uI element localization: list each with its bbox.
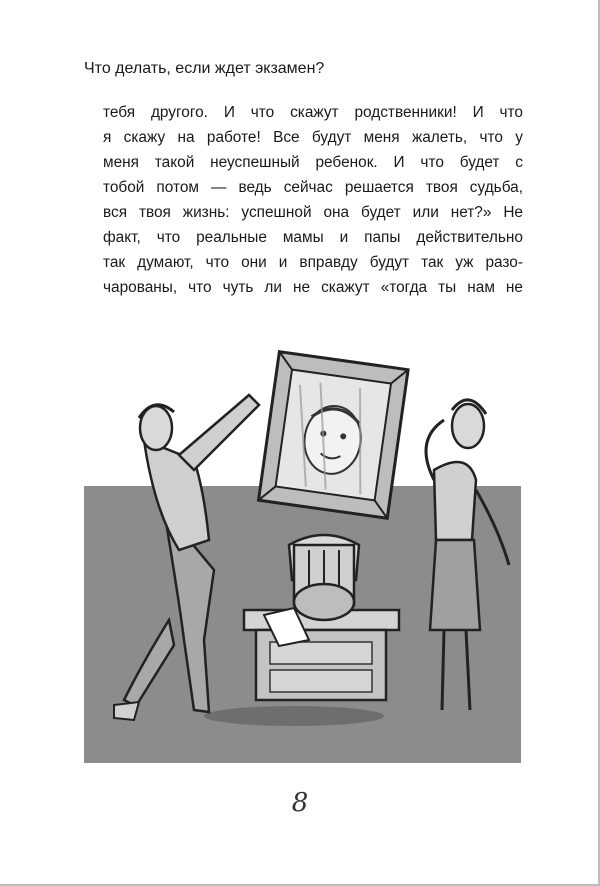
body-line: меня такой неуспешный ребенок. И что будет с xyxy=(103,154,523,171)
portrait-frame xyxy=(258,352,408,519)
body-line: так думают, что они и вправду будут так уж разо- xyxy=(103,254,523,271)
floor-shadow xyxy=(204,706,384,726)
body-text xyxy=(103,100,523,300)
body-line: чарованы, что чуть ли не скажут «тогда ты нам не xyxy=(103,279,523,296)
page-number: 8 xyxy=(291,788,309,818)
body-line: я скажу на работе! Все будут меня жалеть, что у xyxy=(103,129,523,146)
body-line: тебя другого. И что скажут родственники! И что xyxy=(103,104,523,121)
body-line: вся твоя жизнь: успешной она будет или нет?» Не xyxy=(103,204,523,221)
child-head xyxy=(294,584,354,620)
running-head: Что делать, если ждет экзамен? xyxy=(84,60,325,77)
body-line: факт, что реальные мамы и папы действительно xyxy=(103,229,523,246)
body-line: тобой потом — ведь сейчас решается твоя судьба, xyxy=(103,179,523,196)
cartoon-parents-despair-illustration xyxy=(84,340,521,763)
